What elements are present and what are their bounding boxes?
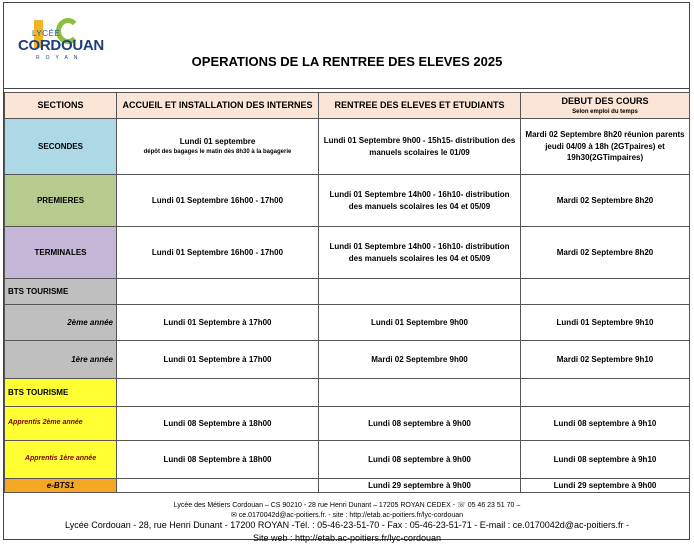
footer-website: Site web : http://etab.ac-poitiers.fr/lyc-cordouan (252, 533, 442, 543)
accueil-note: dépôt des bagages le matin dès 8h30 à la bagagerie (143, 148, 292, 155)
debut-cell: Lundi 29 septembre à 9h00 (521, 479, 690, 493)
table-row (5, 341, 690, 379)
debut-cell: Mardi 02 Septembre 9h10 (521, 341, 690, 379)
section-label: BTS TOURISME (5, 279, 117, 305)
empty-cell (319, 379, 521, 407)
table-row (5, 227, 690, 279)
table-row (5, 441, 690, 479)
section-label: BTS TOURISME (5, 379, 117, 407)
header-row (5, 93, 690, 119)
rentree-cell: Lundi 01 Septembre 14h00 - 16h10- distribution des manuels scolaires les 04 et 05/09 (319, 175, 521, 227)
subsection-label: 2ème année (5, 305, 117, 341)
accueil-cell: Lundi 01 Septembre 16h00 - 17h00 (117, 227, 319, 279)
empty-cell (521, 279, 690, 305)
header-accueil: ACCUEIL ET INSTALLATION DES INTERNES (117, 93, 319, 119)
subsection-label: 1ère année (5, 341, 117, 379)
rentree-cell: Lundi 08 septembre à 9h00 (319, 407, 521, 441)
schedule-table (4, 92, 690, 493)
empty-cell (117, 279, 319, 305)
table-row (5, 407, 690, 441)
debut-cell: Lundi 01 Septembre 9h10 (521, 305, 690, 341)
empty-cell (117, 379, 319, 407)
table-row (5, 279, 690, 305)
accueil-cell: Lundi 08 Septembre à 18h00 (117, 407, 319, 441)
debut-cell: Mardi 02 Septembre 8h20 réunion parents jeudi 04/09 à 18h (2GTpaires) et 19h30(2GTimpaires) (521, 119, 690, 175)
table-row (5, 175, 690, 227)
empty-cell (319, 279, 521, 305)
empty-cell (521, 379, 690, 407)
header-debut-subtitle: Selon emploi du temps (572, 108, 638, 115)
debut-cell: Mardi 02 Septembre 8h20 (521, 227, 690, 279)
debut-cell: Lundi 08 septembre à 9h10 (521, 441, 690, 479)
rentree-cell: Lundi 01 Septembre 9h00 (319, 305, 521, 341)
section-label: PREMIERES (5, 175, 117, 227)
table-row (5, 119, 690, 175)
page-title: OPERATIONS DE LA RENTREE DES ELEVES 2025 (191, 54, 503, 69)
accueil-cell (117, 119, 319, 175)
header-debut (521, 93, 690, 119)
footer-address: Lycée des Métiers Cordouan – CS 90210 - 28 rue Henri Dunant – 17205 ROYAN CEDEX - ☏ 05 46 23 51 70 – (173, 502, 521, 509)
debut-cell: Lundi 08 septembre à 9h10 (521, 407, 690, 441)
rentree-cell: Mardi 02 Septembre 9h00 (319, 341, 521, 379)
table-row (5, 305, 690, 341)
logo-name: CORDOUAN (18, 37, 104, 54)
logo-city: ROYAN (36, 55, 84, 61)
subsection-label: Apprentis 2ème année (5, 407, 117, 441)
table-row (5, 379, 690, 407)
table-row (5, 479, 690, 493)
accueil-cell: Lundi 01 Septembre à 17h00 (117, 305, 319, 341)
rentree-cell: Lundi 01 Septembre 9h00 - 15h15- distribution des manuels scolaires le 01/09 (319, 119, 521, 175)
footer-contact: ✉ ce.0170042d@ac-poitiers.fr. - site : http://etab.ac-poitiers.fr/lyc-cordouan (230, 512, 464, 519)
header-debut-title: DEBUT DES COURS (561, 95, 649, 106)
section-label: TERMINALES (5, 227, 117, 279)
accueil-main: Lundi 01 septembre (179, 137, 256, 147)
footer-full-address: Lycée Cordouan - 28, rue Henri Dunant - 17200 ROYAN -Tél. : 05-46-23-51-70 - Fax : 05-46-23-51-71 - E-mail : ce.0170042d@ac-poitiers.fr - (65, 520, 629, 530)
divider (4, 88, 690, 89)
debut-cell: Mardi 02 Septembre 8h20 (521, 175, 690, 227)
rentree-cell: Lundi 08 septembre à 9h00 (319, 441, 521, 479)
rentree-cell: Lundi 29 septembre à 9h00 (319, 479, 521, 493)
header-rentree: RENTREE DES ELEVES ET ETUDIANTS (319, 93, 521, 119)
accueil-cell: Lundi 01 Septembre à 17h00 (117, 341, 319, 379)
rentree-cell: Lundi 01 Septembre 14h00 - 16h10- distribution des manuels scolaires les 04 et 05/09 (319, 227, 521, 279)
section-label: SECONDES (5, 119, 117, 175)
accueil-cell: Lundi 01 Septembre 16h00 - 17h00 (117, 175, 319, 227)
logo-lycee-text: LYCÉE (32, 29, 61, 38)
header-sections: SECTIONS (5, 93, 117, 119)
empty-cell (117, 479, 319, 493)
subsection-label: Apprentis 1ère année (5, 441, 117, 479)
section-label: e-BTS1 (5, 479, 117, 493)
accueil-cell: Lundi 08 Septembre à 18h00 (117, 441, 319, 479)
